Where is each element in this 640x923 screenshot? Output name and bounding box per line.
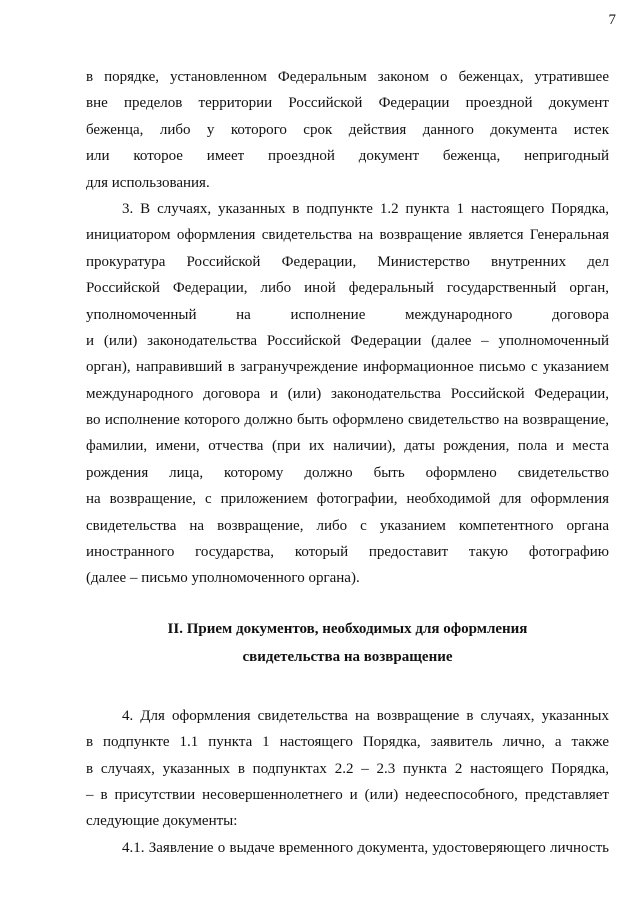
text-line: для использования. (86, 174, 210, 191)
text-line: прокуратура Российской Федерации, Министерство внутренних дел (86, 253, 609, 270)
document-body (86, 64, 609, 861)
text-line: рождения лица, которому должно быть оформлено свидетельство (86, 464, 609, 481)
text-line: в случаях, указанных в подпунктах 2.2 – 2.3 пункта 2 настоящего Порядка, (86, 760, 609, 777)
text-line: инициатором оформления свидетельства на возвращение является Генеральная (86, 227, 609, 244)
text-line: (далее – письмо уполномоченного органа). (86, 570, 360, 587)
paragraph-4-1 (86, 835, 609, 861)
paragraph-3 (86, 196, 609, 592)
text-line: свидетельства на возвращение, либо с указанием компетентного органа (86, 517, 609, 534)
text-line: – в присутствии несовершеннолетнего и (или) недееспособного, представляет (86, 786, 609, 803)
text-line: на возвращение, с приложением фотографии, необходимой для оформления (86, 491, 609, 508)
section-heading (86, 615, 609, 671)
text-line: уполномоченный на исполнение международного договора (86, 306, 609, 323)
text-line: вне пределов территории Российской Федерации проездной документ (86, 95, 609, 112)
text-line: в порядке, установленном Федеральным законом о беженцах, утратившее (86, 69, 609, 85)
section-heading-line-2: свидетельства на возвращение (242, 648, 453, 665)
text-line: международного договора и (или) законодательства Российской Федерации, (86, 385, 609, 402)
paragraph-4 (86, 703, 609, 835)
text-line: и (или) законодательства Российской Федерации (далее – уполномоченный (86, 332, 609, 349)
page-number: 7 (608, 12, 616, 28)
text-line: 4. Для оформления свидетельства на возвращение в случаях, указанных (122, 707, 609, 724)
text-line: иностранного государства, который предоставит такую фотографию (86, 544, 609, 561)
text-line: Российской Федерации, либо иной федеральный государственный орган, (86, 280, 609, 297)
text-line: 4.1. Заявление о выдаче временного документа, удостоверяющего личность (122, 839, 609, 856)
text-line: 3. В случаях, указанных в подпункте 1.2 пункта 1 настоящего Порядка, (122, 200, 609, 217)
text-line: следующие документы: (86, 813, 238, 830)
section-heading-line-1: II. Прием документов, необходимых для оформления (167, 620, 528, 637)
text-line: или которое имеет проездной документ беженца, непригодный (86, 148, 609, 165)
text-line: фамилии, имени, отчества (при их наличии), даты рождения, пола и места (86, 438, 609, 455)
text-line: орган), направивший в загранучреждение информационное письмо с указанием (86, 359, 609, 376)
text-line: во исполнение которого должно быть оформлено свидетельство на возвращение, (86, 412, 609, 429)
text-line: в подпункте 1.1 пункта 1 настоящего Порядка, заявитель лично, а также (86, 734, 609, 751)
text-line: беженца, либо у которого срок действия данного документа истек (86, 121, 609, 138)
paragraph-continuation (86, 64, 609, 196)
